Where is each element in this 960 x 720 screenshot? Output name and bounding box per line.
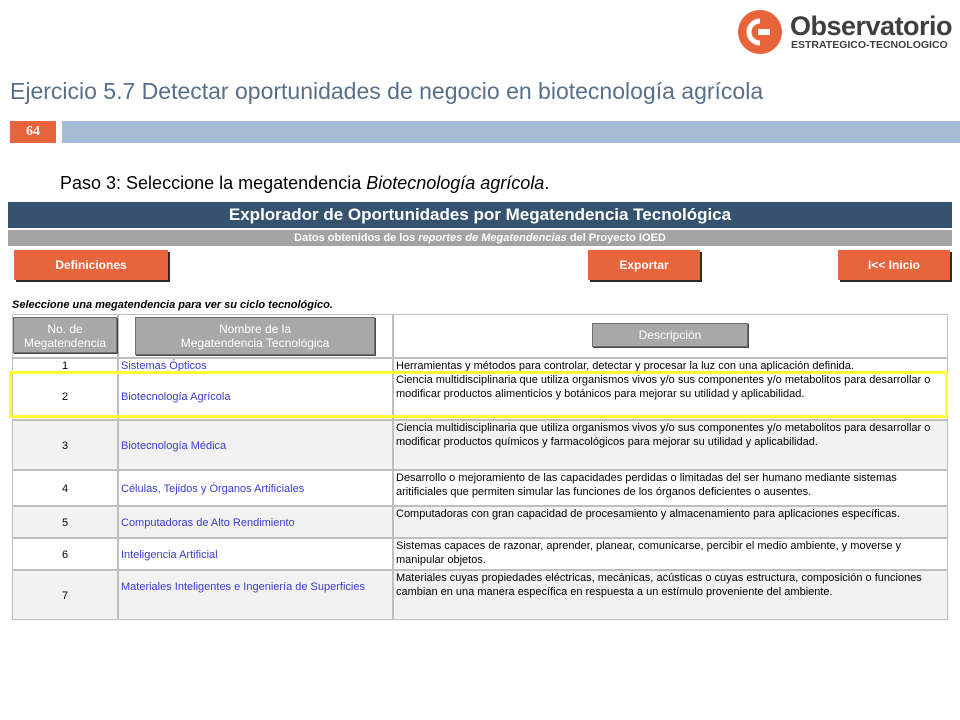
- row-7-name-link[interactable]: Materiales Inteligentes e Ingeniería de Superficies: [118, 570, 393, 620]
- step-prefix: Paso 3: Seleccione la megatendencia: [60, 173, 367, 193]
- row-4-no: 4: [12, 470, 118, 506]
- header-cell-no: [12, 314, 118, 358]
- col-name-label-2: Megatendencia Tecnológica: [180, 336, 330, 350]
- exportar-button[interactable]: Exportar: [588, 250, 700, 280]
- inicio-button[interactable]: I<< Inicio: [838, 250, 950, 280]
- logo-arrow-icon: [746, 18, 774, 46]
- title-divider-bar: [62, 121, 960, 143]
- row-3-desc: Ciencia multidisciplinaria que utiliza organismos vivos y/o sus componentes y/o metabolitos para desarrollar o modificar productos químicos y farmacológicos para mejorar su utilidad y aplicabilidad.: [393, 420, 948, 470]
- col-no-button[interactable]: [13, 317, 117, 353]
- row-1-name-link[interactable]: Sistemas Ópticos: [118, 358, 393, 372]
- select-instruction: Seleccione una megatendencia para ver su ciclo tecnológico.: [12, 299, 333, 311]
- row-2-name-link[interactable]: Biotecnología Agrícola: [118, 372, 393, 420]
- selected-row-highlight: [9, 371, 948, 418]
- row-6-desc: Sistemas capaces de razonar, aprender, planear, comunicarse, percibir el medio ambiente, y moverse y manipular objetos.: [393, 538, 948, 570]
- row-3-no: 3: [12, 420, 118, 470]
- row-3-name-link[interactable]: Biotecnología Médica: [118, 420, 393, 470]
- observatorio-logo: [738, 8, 958, 56]
- row-4-name-link[interactable]: Células, Tejidos y Órganos Artificiales: [118, 470, 393, 506]
- row-2-desc: Ciencia multidisciplinaria que utiliza organismos vivos y/o sus componentes y/o metabolitos para desarrollar o modificar productos alimenticios y botánicos para mejorar su utilidad y aplicabilidad.: [393, 372, 948, 420]
- header-cell-name: [118, 314, 393, 358]
- row-5-no: 5: [12, 506, 118, 538]
- logo-name: Observatorio: [790, 11, 953, 41]
- explorer-header: Explorador de Oportunidades por Megatendencia Tecnológica: [8, 202, 952, 228]
- slide-title: Ejercicio 5.7 Detectar oportunidades de negocio en biotecnología agrícola: [10, 78, 764, 104]
- row-4-desc: Desarrollo o mejoramiento de las capacidades perdidas o limitadas del ser humano mediante sistemas aritificiales que permiten simular las funciones de los órganos deficientes o ausentes.: [393, 470, 948, 506]
- row-6-name-link[interactable]: Inteligencia Artificial: [118, 538, 393, 570]
- row-1-no: 1: [12, 358, 118, 372]
- source-prefix: Datos obtenidos de los: [294, 232, 419, 244]
- page-number: 64: [10, 121, 56, 143]
- col-no-label-2: Megatendencia: [23, 336, 107, 350]
- col-name-label-1: Nombre de la: [218, 322, 292, 336]
- row-1-desc: Herramientas y métodos para controlar, detectar y procesar la luz con una aplicación definida.: [393, 358, 948, 372]
- row-5-desc: Computadoras con gran capacidad de procesamiento y almacenamiento para aplicaciones específicas.: [393, 506, 948, 538]
- step-emphasis: Biotecnología agrícola: [366, 173, 545, 193]
- row-7-desc: Materiales cuyas propiedades eléctricas, mecánicas, acústicas o cuyas estructura, composición o funciones cambian en una manera específica en respuesta a un estímulo proveniente del ambiente.: [393, 570, 948, 620]
- descripcion-button[interactable]: Descripción: [592, 323, 748, 347]
- definiciones-button[interactable]: Definiciones: [14, 250, 168, 280]
- logo-subtitle: ESTRATEGICO-TECNOLOGICO: [791, 39, 948, 51]
- row-2-no: 2: [12, 372, 118, 420]
- source-emphasis: reportes de Megatendencias: [418, 232, 567, 244]
- source-suffix: del Proyecto IOED: [566, 232, 666, 244]
- col-no-label-1: No. de: [47, 322, 83, 336]
- megatendencias-table: [12, 314, 948, 622]
- explorer-source-note: [8, 230, 952, 246]
- row-6-no: 6: [12, 538, 118, 570]
- row-7-no: 7: [12, 570, 118, 620]
- step-instruction: [60, 173, 549, 194]
- row-5-name-link[interactable]: Computadoras de Alto Rendimiento: [118, 506, 393, 538]
- header-cell-desc: [393, 314, 948, 358]
- col-name-button[interactable]: [135, 317, 375, 355]
- step-suffix: .: [544, 173, 550, 193]
